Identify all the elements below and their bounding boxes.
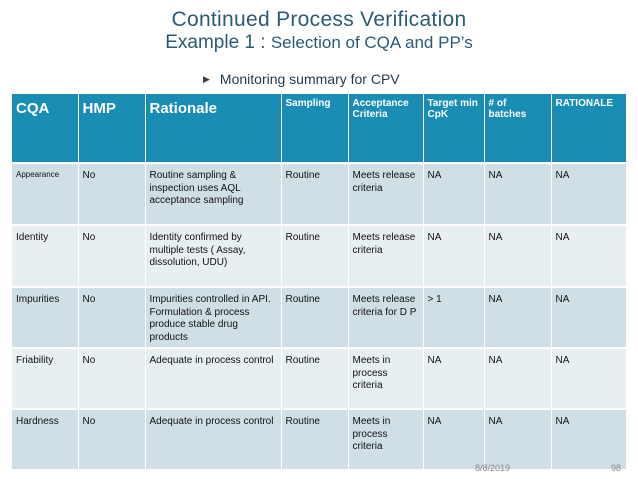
cpv-summary-table bbox=[12, 94, 627, 469]
cell-cqa: Friability bbox=[12, 348, 78, 409]
slide-title bbox=[0, 8, 638, 54]
cell-cqa: Appearance bbox=[12, 163, 78, 225]
title-line-2-rest: Selection of CQA and PP’s bbox=[270, 33, 473, 53]
cell-rationale: Routine sampling & inspection uses AQL acceptance sampling bbox=[145, 163, 281, 225]
cell-hmp: No bbox=[78, 348, 145, 409]
cell-rationale-2: NA bbox=[551, 348, 626, 409]
cell-acceptance: Meets release criteria bbox=[348, 225, 423, 287]
cell-rationale-2: NA bbox=[551, 163, 626, 225]
cell-batches: NA bbox=[484, 163, 551, 225]
title-line-2-prefix: Example 1 : bbox=[165, 32, 271, 54]
cell-hmp: No bbox=[78, 163, 145, 225]
cell-cpk: NA bbox=[423, 348, 484, 409]
cell-rationale-2: NA bbox=[551, 287, 626, 348]
cell-sampling: Routine bbox=[281, 287, 348, 348]
cell-rationale: Impurities controlled in API. Formulation & process produce stable drug products bbox=[145, 287, 281, 348]
cell-sampling: Routine bbox=[281, 163, 348, 225]
cell-hmp: No bbox=[78, 287, 145, 348]
cell-rationale-2: NA bbox=[551, 409, 626, 469]
cell-cpk: NA bbox=[423, 409, 484, 469]
cell-sampling: Routine bbox=[281, 225, 348, 287]
table-row bbox=[12, 409, 626, 469]
title-line-1: Continued Process Verification bbox=[171, 8, 467, 31]
cell-acceptance: Meets in process criteria bbox=[348, 409, 423, 469]
header-acceptance-criteria: Acceptance Criteria bbox=[348, 94, 423, 163]
table-header-row bbox=[12, 94, 626, 163]
cell-rationale: Identity confirmed by multiple tests ( Assay, dissolution, UDU) bbox=[145, 225, 281, 287]
cell-cqa: Identity bbox=[12, 225, 78, 287]
cell-batches: NA bbox=[484, 287, 551, 348]
cell-batches: NA bbox=[484, 348, 551, 409]
table-row bbox=[12, 225, 626, 287]
header-num-batches: # of batches bbox=[484, 94, 551, 163]
cell-rationale: Adequate in process control bbox=[145, 409, 281, 469]
cell-rationale: Adequate in process control bbox=[145, 348, 281, 409]
cell-hmp: No bbox=[78, 225, 145, 287]
table-row bbox=[12, 348, 626, 409]
cell-cqa: Hardness bbox=[12, 409, 78, 469]
cell-sampling: Routine bbox=[281, 409, 348, 469]
triangle-bullet-icon: ▶ bbox=[203, 73, 210, 84]
cell-cpk: NA bbox=[423, 163, 484, 225]
header-rationale-2: RATIONALE bbox=[551, 94, 626, 163]
header-sampling: Sampling bbox=[281, 94, 348, 163]
cell-sampling: Routine bbox=[281, 348, 348, 409]
cell-cpk: NA bbox=[423, 225, 484, 287]
bullet-point bbox=[203, 71, 400, 87]
cell-rationale-2: NA bbox=[551, 225, 626, 287]
cell-hmp: No bbox=[78, 409, 145, 469]
cell-batches: NA bbox=[484, 225, 551, 287]
header-rationale: Rationale bbox=[145, 94, 281, 163]
cell-cpk: > 1 bbox=[423, 287, 484, 348]
bullet-text: Monitoring summary for CPV bbox=[219, 71, 400, 87]
header-hmp: HMP bbox=[78, 94, 145, 163]
cell-acceptance: Meets release criteria for D P bbox=[348, 287, 423, 348]
cell-cqa: Impurities bbox=[12, 287, 78, 348]
footer-date: 8/8/2019 bbox=[475, 463, 511, 473]
table-row bbox=[12, 163, 626, 225]
header-target-min-cpk: Target min CpK bbox=[423, 94, 484, 163]
cell-batches: NA bbox=[484, 409, 551, 469]
footer-page-number: 98 bbox=[611, 463, 622, 473]
table-row bbox=[12, 287, 626, 348]
header-cqa: CQA bbox=[12, 94, 78, 163]
cell-acceptance: Meets in process criteria bbox=[348, 348, 423, 409]
title-line-2 bbox=[0, 32, 638, 54]
cell-acceptance: Meets release criteria bbox=[348, 163, 423, 225]
